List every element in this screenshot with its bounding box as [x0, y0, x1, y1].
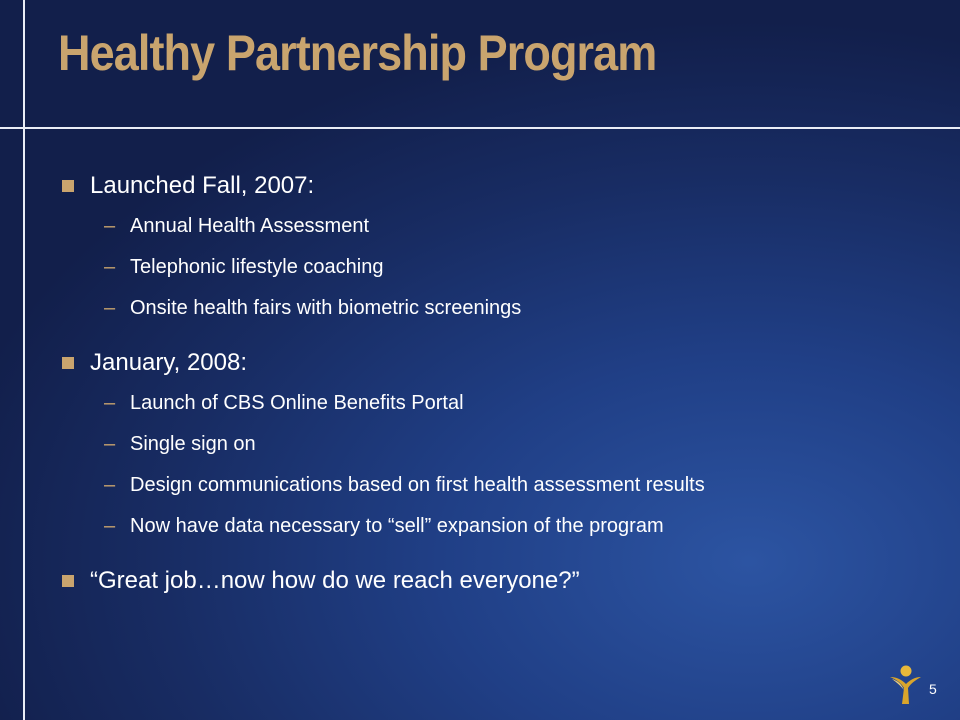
bullet-item [62, 343, 942, 383]
dash-marker: – [104, 515, 116, 537]
sub-item-text: Single sign on [130, 433, 256, 455]
square-bullet-icon [62, 357, 74, 369]
sub-item [62, 383, 942, 424]
sub-item-text: Annual Health Assessment [130, 215, 370, 237]
section-january [62, 343, 942, 547]
sub-item [62, 465, 942, 506]
horizontal-divider [0, 127, 960, 129]
sub-item [62, 424, 942, 465]
bullet-text: “Great job…now how do we reach everyone?” [90, 567, 580, 594]
dash-marker: – [104, 297, 116, 319]
slide-title: Healthy Partnership Program [58, 25, 657, 81]
section-quote [62, 561, 942, 601]
bullet-item [62, 166, 942, 206]
page-number: 5 [929, 681, 937, 697]
bullet-text: January, 2008: [90, 349, 247, 376]
dash-marker: – [104, 256, 116, 278]
sub-item [62, 288, 942, 329]
square-bullet-icon [62, 575, 74, 587]
sub-item-text: Telephonic lifestyle coaching [130, 256, 384, 278]
bullet-list [62, 166, 942, 615]
sub-item-text: Now have data necessary to “sell” expansion of the program [130, 515, 664, 537]
sub-item-text: Launch of CBS Online Benefits Portal [130, 392, 464, 414]
dash-marker: – [104, 215, 116, 237]
sub-item [62, 206, 942, 247]
dash-marker: – [104, 474, 116, 496]
dash-marker: – [104, 433, 116, 455]
sub-item [62, 506, 942, 547]
bullet-text: Launched Fall, 2007: [90, 172, 315, 199]
vertical-divider [23, 0, 25, 720]
bullet-item [62, 561, 942, 601]
section-launched [62, 166, 942, 329]
dash-marker: – [104, 392, 116, 414]
square-bullet-icon [62, 180, 74, 192]
sub-item-text: Design communications based on first health assessment results [130, 474, 705, 496]
sub-item-text: Onsite health fairs with biometric screenings [130, 297, 522, 319]
sub-item [62, 247, 942, 288]
person-figure-logo-icon [888, 664, 922, 706]
